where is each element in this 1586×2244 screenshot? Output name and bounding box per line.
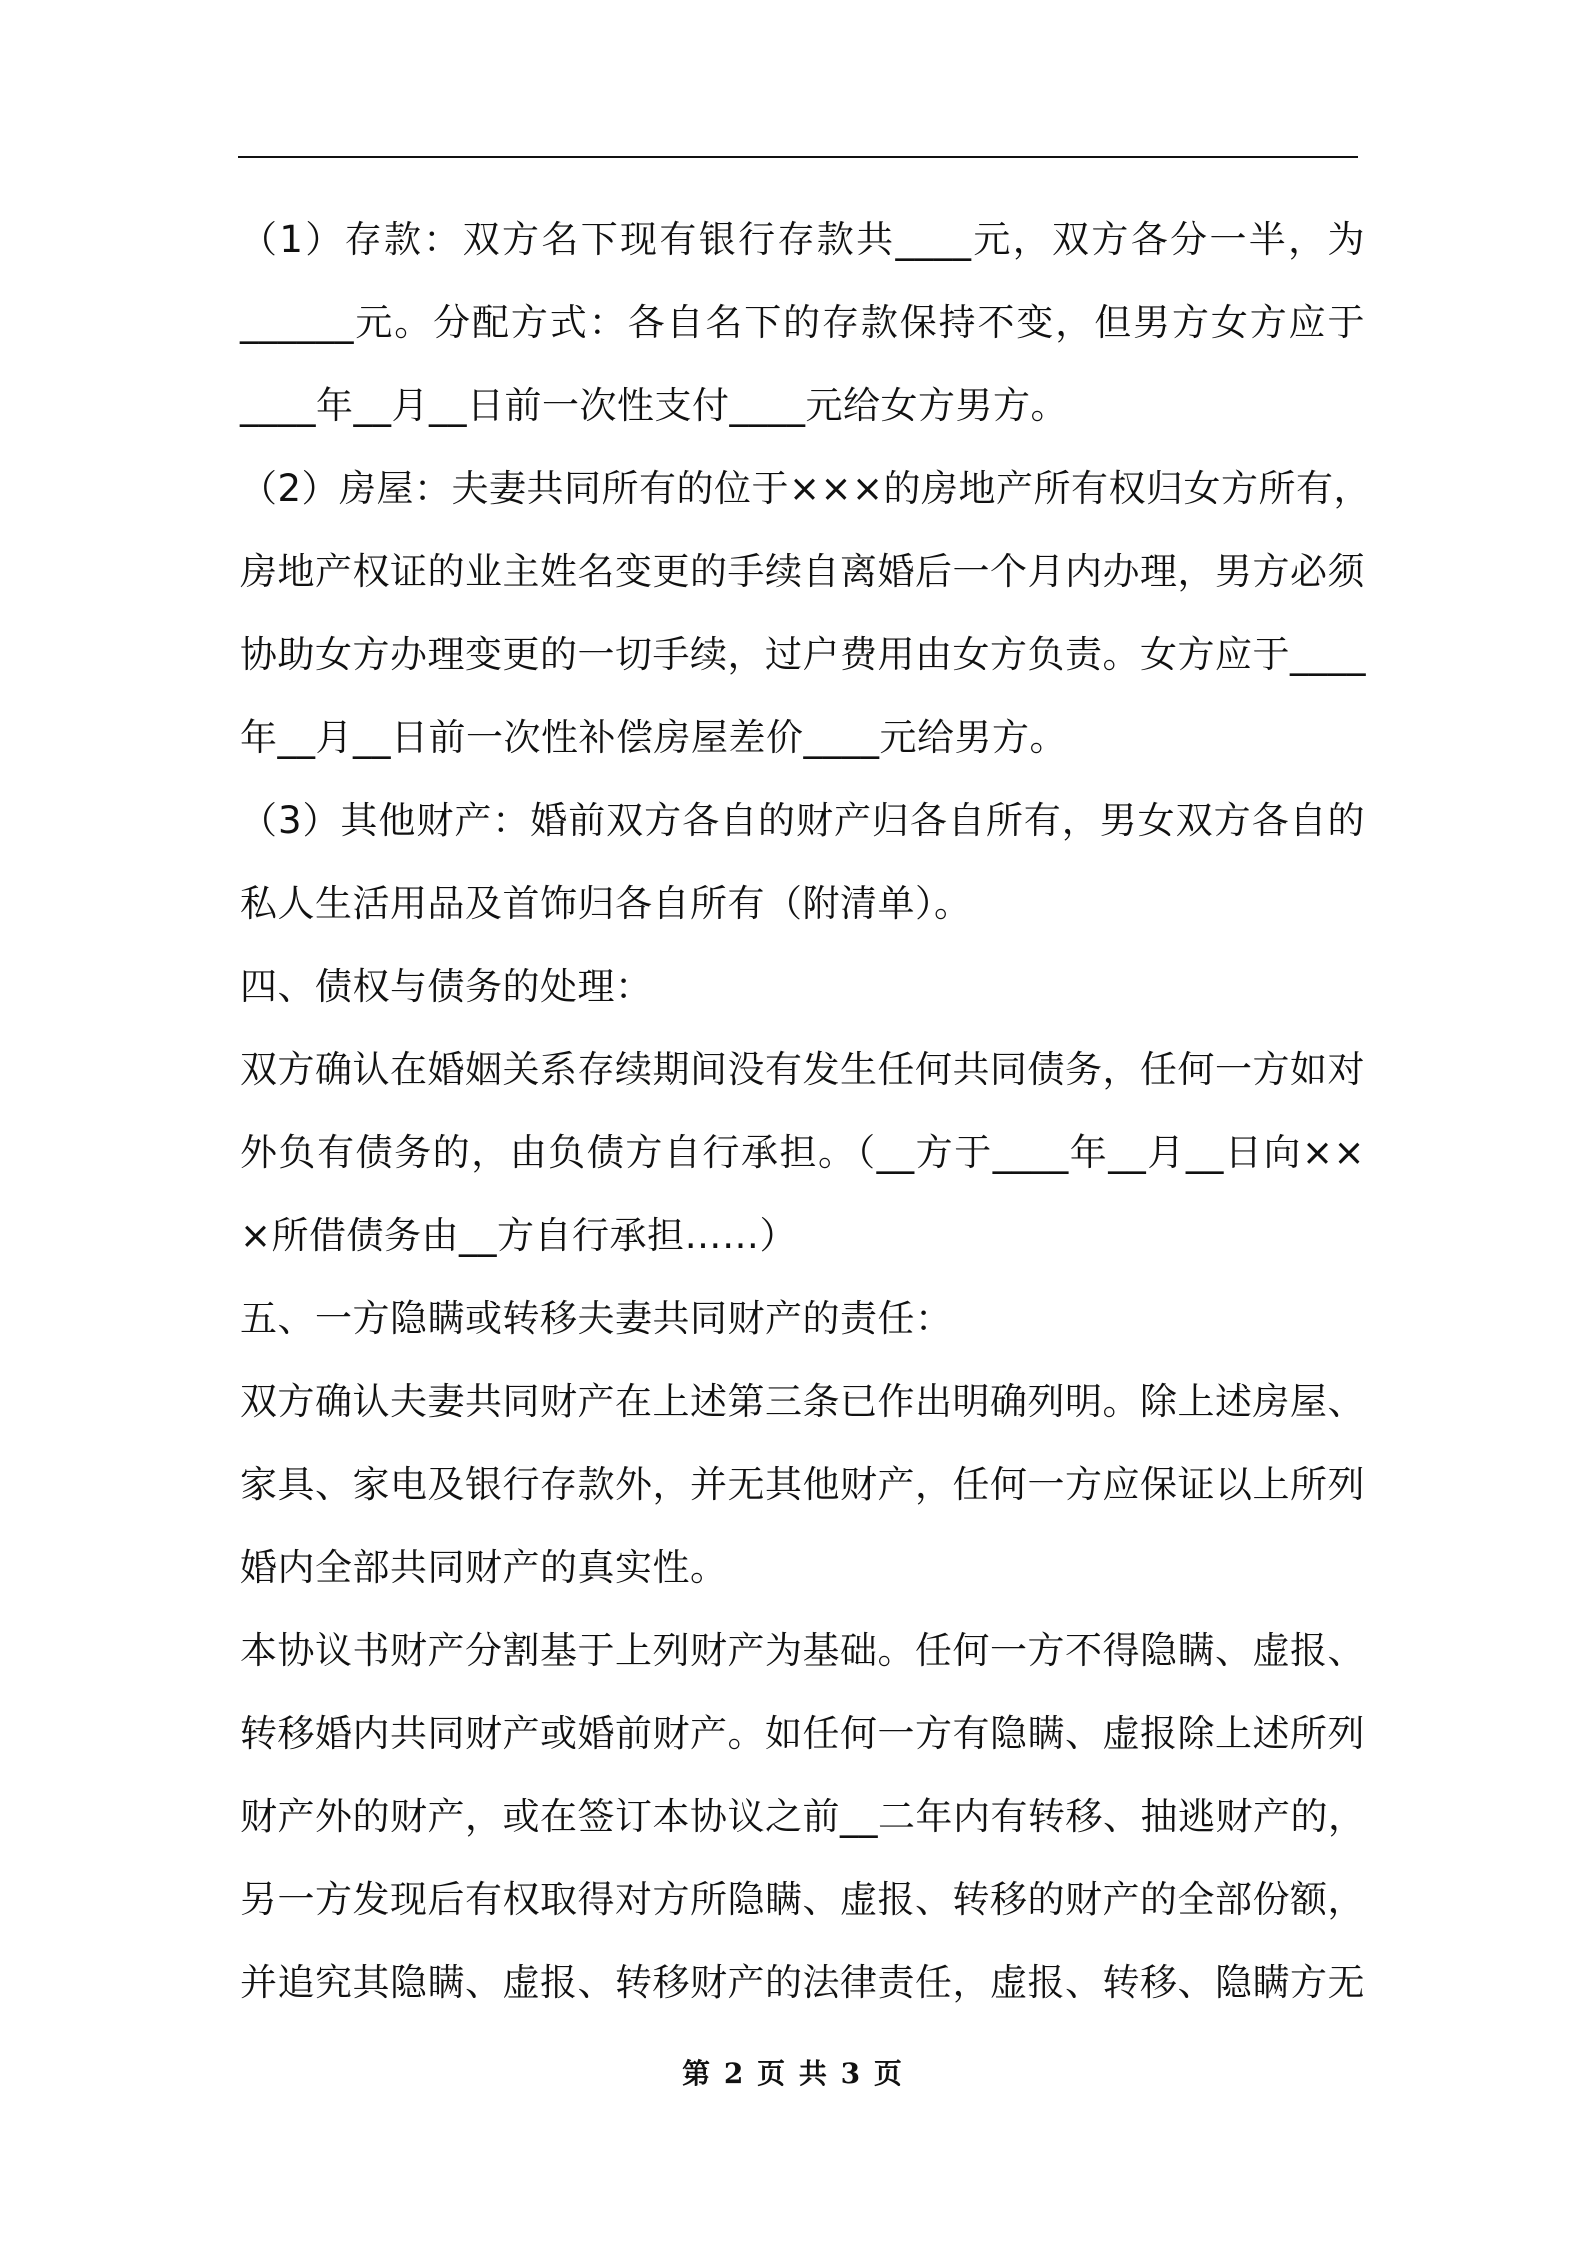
text-line: （3）其他财产：婚前双方各自的财产归各自所有，男女双方各自的: [240, 799, 1365, 842]
text-line: ×所借债务由__方自行承担……）: [240, 1214, 798, 1257]
text-line: 本协议书财产分割基于上列财产为基础。任何一方不得隐瞒、虚报、: [240, 1629, 1365, 1672]
text-line: 另一方发现后有权取得对方所隐瞒、虚报、转移的财产的全部份额，: [240, 1878, 1365, 1921]
text-line: 婚内全部共同财产的真实性。: [240, 1546, 728, 1589]
document-body: [240, 198, 1372, 2024]
text-line: 私人生活用品及首饰归各自所有（附清单）。: [240, 882, 972, 925]
text-line: 并追究其隐瞒、虚报、转移财产的法律责任，虚报、转移、隐瞒方无: [240, 1961, 1365, 2004]
text-line: ____年__月__日前一次性支付____元给女方男方。: [240, 384, 1068, 427]
text-line: 房地产权证的业主姓名变更的手续自离婚后一个月内办理，男方必须: [240, 550, 1365, 593]
text-line: 转移婚内共同财产或婚前财产。如任何一方有隐瞒、虚报除上述所列: [240, 1712, 1365, 1755]
text-line: 家具、家电及银行存款外，并无其他财产，任何一方应保证以上所列: [240, 1463, 1365, 1506]
text-line: 双方确认夫妻共同财产在上述第三条已作出明确列明。除上述房屋、: [240, 1380, 1365, 1423]
text-line: 财产外的财产，或在签订本协议之前__二年内有转移、抽逃财产的，: [240, 1795, 1366, 1838]
text-line: 双方确认在婚姻关系存续期间没有发生任何共同债务，任何一方如对: [240, 1048, 1365, 1091]
header-rule: [238, 156, 1358, 158]
text-line: （1）存款：双方名下现有银行存款共____元，双方各分一半，为: [240, 218, 1365, 261]
section-heading: 四、债权与债务的处理：: [240, 965, 653, 1008]
section-heading: 五、一方隐瞒或转移夫妻共同财产的责任：: [240, 1297, 953, 1340]
text-line: （2）房屋：夫妻共同所有的位于×××的房地产所有权归女方所有，: [240, 467, 1372, 510]
text-line: 协助女方办理变更的一切手续，过户费用由女方负责。女方应于____: [240, 633, 1366, 676]
text-line: 外负有债务的，由负债方自行承担。（__方于____年__月__日向××: [240, 1131, 1365, 1174]
page-number: 第 2 页 共 3 页: [682, 2057, 904, 2090]
text-line: ______元。分配方式：各自名下的存款保持不变，但男方女方应于: [240, 301, 1365, 344]
text-line: 年__月__日前一次性补偿房屋差价____元给男方。: [240, 716, 1067, 759]
